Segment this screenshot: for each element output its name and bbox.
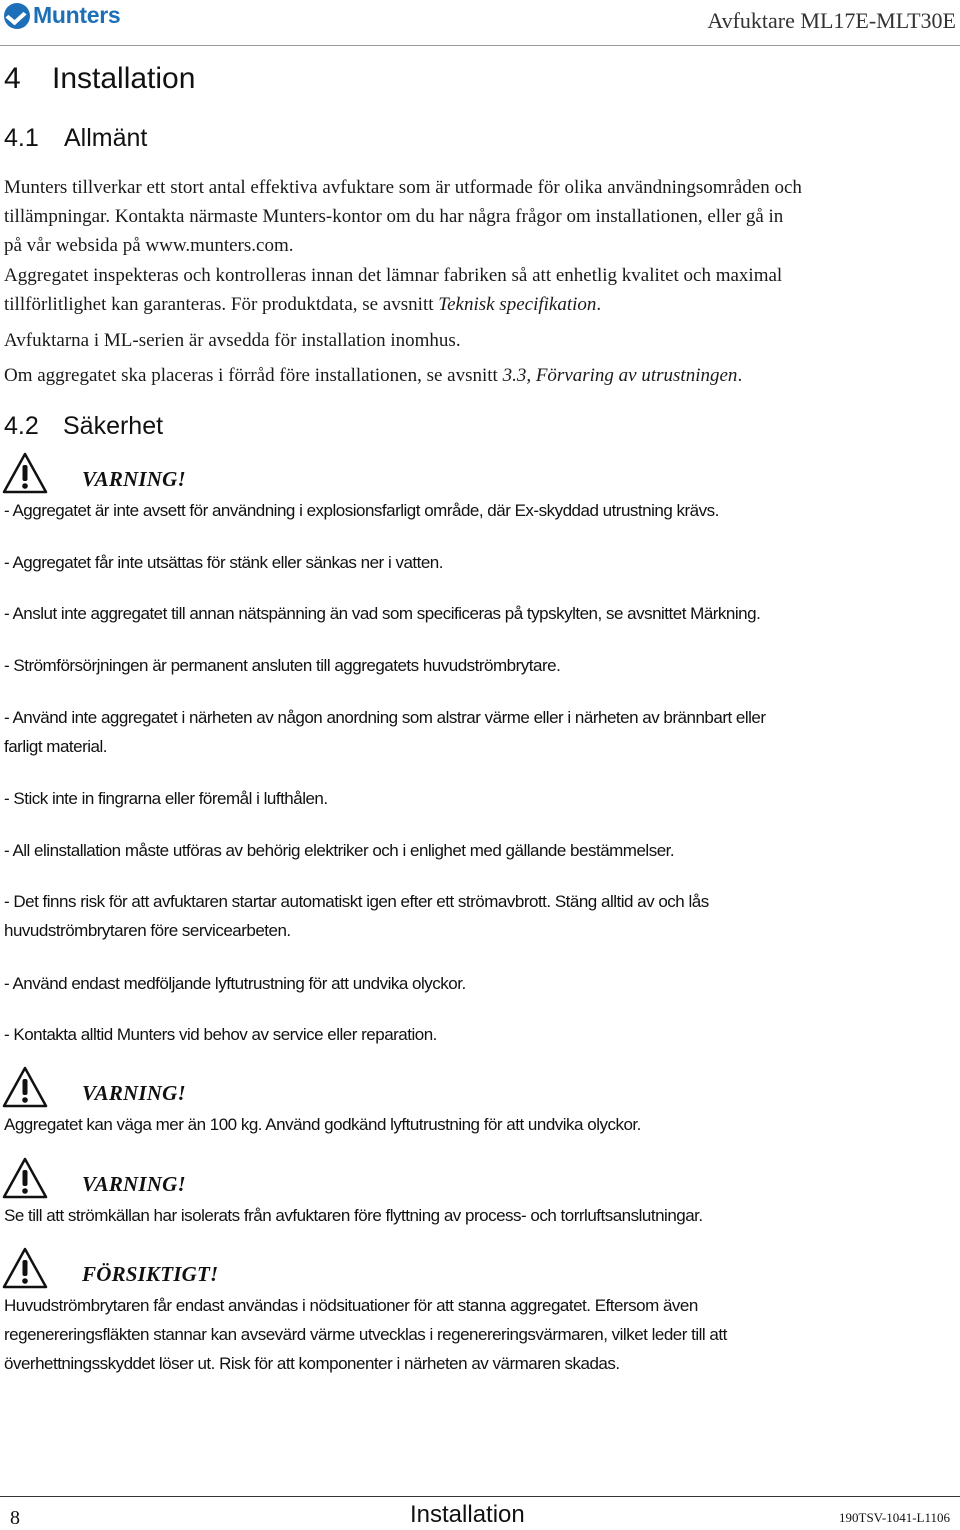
paragraph-text: tillförlitlighet kan garanteras. bbox=[4, 294, 227, 315]
footer-section-title: Installation bbox=[410, 1501, 525, 1528]
document-number: 190TSV-1041-L1106 bbox=[839, 1510, 950, 1525]
section-heading-general bbox=[4, 124, 147, 153]
page-header bbox=[0, 0, 960, 46]
warning-item: - All elinstallation måste utföras av behörig elektriker och i enlighet med gällande bestämmelser. bbox=[4, 841, 675, 860]
section-number: 4.2 bbox=[4, 412, 39, 440]
reference-suffix: . bbox=[737, 365, 743, 386]
caution-label: FÖRSIKTIGT! bbox=[82, 1262, 219, 1286]
caution-line: Huvudströmbrytaren får endast användas i nödsituationer för att stanna aggregatet. Eftersom även bbox=[4, 1296, 698, 1315]
warning-item: - Stick inte in fingrarna eller föremål i lufthålen. bbox=[4, 789, 328, 808]
warning-text: Se till att strömkällan har isolerats från avfuktaren före flyttning av process- och torrluftsanslutningar. bbox=[4, 1206, 703, 1225]
reference-suffix: . bbox=[596, 294, 602, 315]
chapter-title: Installation bbox=[52, 62, 196, 95]
document-title: Avfuktare ML17E-MLT30E bbox=[707, 8, 956, 33]
paragraph-line: tillämpningar. Kontakta närmaste Munters-kontor om du har några frågor om installationen, eller gå in bbox=[4, 206, 784, 227]
warning-item: - Aggregatet är inte avsett för användning i explosionsfarligt område, där Ex-skyddad utrustning krävs. bbox=[4, 501, 719, 520]
warning-triangle-icon bbox=[2, 1066, 48, 1108]
munters-logo bbox=[4, 2, 120, 29]
section-number: 4.1 bbox=[4, 124, 39, 152]
warning-item-line: - Det finns risk för att avfuktaren startar automatiskt igen efter ett strömavbrott. Stäng alltid av och lås bbox=[4, 892, 709, 911]
caution-line: överhettningsskyddet löser ut. Risk för att komponenter i närheten av värmaren skadas. bbox=[4, 1354, 620, 1373]
paragraph-indoor: Avfuktarna i ML-serien är avsedda för installation inomhus. bbox=[4, 330, 461, 351]
section-title: Säkerhet bbox=[63, 412, 164, 440]
caution-line: regenereringsfläkten stannar kan avsevärd värme utvecklas i regenereringsvärmaren, vilket leder till att bbox=[4, 1325, 727, 1344]
warning-item bbox=[4, 703, 944, 761]
page-number: 8 bbox=[10, 1507, 20, 1529]
warning-item: - Kontakta alltid Munters vid behov av service eller reparation. bbox=[4, 1025, 437, 1044]
chapter-number: 4 bbox=[4, 62, 21, 95]
warning-triangle-icon bbox=[2, 1157, 48, 1199]
warning-item: - Använd endast medföljande lyftutrustning för att undvika olyckor. bbox=[4, 974, 466, 993]
section-heading-safety bbox=[4, 412, 163, 441]
warning-item-line: - Använd inte aggregatet i närheten av någon anordning som alstrar värme eller i närheten av brännbart eller bbox=[4, 708, 766, 727]
warning-item: - Aggregatet får inte utsättas för stänk eller sänkas ner i vatten. bbox=[4, 553, 443, 572]
warning-item bbox=[4, 887, 944, 945]
warning-label: VARNING! bbox=[82, 1172, 186, 1196]
reference-prefix: För produktdata, se avsnitt bbox=[230, 294, 439, 315]
header-divider bbox=[0, 45, 960, 46]
warning-item: - Anslut inte aggregatet till annan nätspänning än vad som specificeras på typskylten, se avsnittet Märkning. bbox=[4, 604, 761, 623]
reference-storage: 3.3, Förvaring av utrustningen bbox=[502, 365, 738, 386]
munters-logo-icon bbox=[4, 3, 30, 29]
warning-triangle-icon bbox=[2, 452, 48, 494]
paragraph-line: Aggregatet inspekteras och kontrolleras innan det lämnar fabriken så att enhetlig kvalitet och maximal bbox=[4, 265, 783, 286]
paragraph-quality bbox=[4, 261, 954, 319]
brand-name: Munters bbox=[33, 2, 121, 28]
paragraph-storage bbox=[4, 361, 954, 390]
reference-technical-spec: Teknisk specifikation bbox=[438, 294, 597, 315]
paragraph-line: Munters tillverkar ett stort antal effektiva avfuktare som är utformade för olika användningsområden och bbox=[4, 177, 802, 198]
warning-label: VARNING! bbox=[82, 1081, 186, 1105]
section-title: Allmänt bbox=[64, 124, 148, 152]
warning-text: Aggregatet kan väga mer än 100 kg. Använd godkänd lyftutrustning för att undvika olyckor. bbox=[4, 1115, 641, 1134]
warning-triangle-icon bbox=[2, 1247, 48, 1289]
warning-item-line: farligt material. bbox=[4, 737, 107, 756]
warning-label: VARNING! bbox=[82, 467, 186, 491]
chapter-heading bbox=[4, 62, 195, 96]
warning-item: - Strömförsörjningen är permanent ansluten till aggregatets huvudströmbrytare. bbox=[4, 656, 561, 675]
reference-prefix: Om aggregatet ska placeras i förråd före installationen, se avsnitt bbox=[4, 365, 503, 386]
caution-text bbox=[4, 1291, 944, 1378]
warning-item-line: huvudströmbrytaren före servicearbeten. bbox=[4, 921, 291, 940]
footer-divider bbox=[0, 1496, 960, 1497]
paragraph-intro bbox=[4, 173, 954, 260]
paragraph-line: på vår websida på www.munters.com. bbox=[4, 235, 294, 256]
paragraph-line bbox=[4, 290, 954, 319]
